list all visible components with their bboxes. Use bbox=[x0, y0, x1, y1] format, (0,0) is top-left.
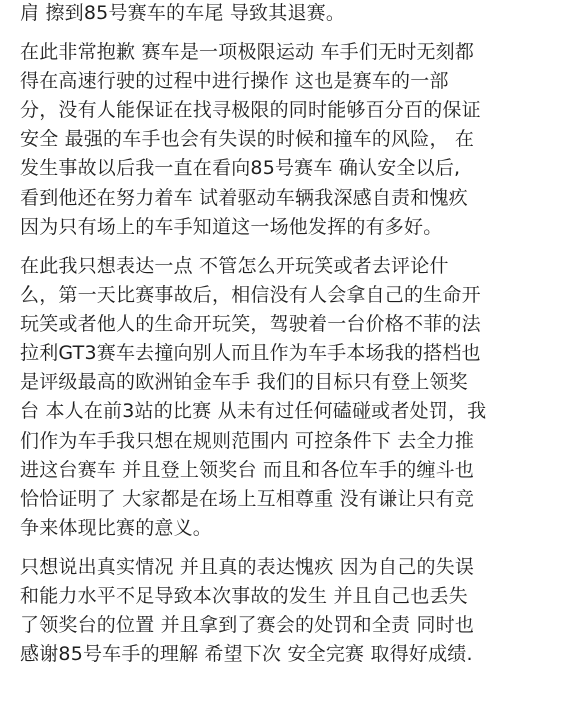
text-line: 和能力水平不足导致本次事故的发生 并且自己也丢失 bbox=[20, 585, 468, 608]
text-line: 在此非常抱歉 赛车是一项极限运动 车手们无时无刻都 bbox=[20, 40, 475, 63]
paragraph bbox=[20, 0, 550, 28]
text-line: 看到他还在努力着车 试着驱动车辆我深感自责和愧疚 bbox=[20, 186, 468, 209]
text-line: 发生事故以后我一直在看向85号赛车 确认安全以后, bbox=[20, 157, 461, 180]
text-line: 恰恰证明了 大家都是在场上互相尊重 没有谦让只有竞 bbox=[20, 488, 475, 510]
text-line: 了领奖台的位置 并且拿到了赛会的处罚和全责 同时也 bbox=[20, 614, 475, 637]
text-line: 玩笑或者他人的生命开玩笑，驾驶着一台价格不菲的法 bbox=[20, 312, 481, 335]
text-line: 么，第一天比赛事故后，相信没有人会拿自己的生命开 bbox=[20, 283, 481, 306]
paragraph bbox=[20, 252, 550, 544]
text-line: 争来体现比赛的意义。 bbox=[20, 517, 213, 540]
text-line: 感谢85号车手的理解 希望下次 安全完赛 取得好成绩. bbox=[20, 643, 473, 666]
text-line: 在此我只想表达一点 不管怎么开玩笑或者去评论什 bbox=[20, 254, 449, 277]
paragraph bbox=[20, 553, 550, 670]
text-line: 得在高速行驶的过程中进行操作 这也是赛车的一部 bbox=[20, 69, 449, 92]
text-line: 只想说出真实情况 并且真的表达愧疚 因为自己的失误 bbox=[20, 555, 475, 578]
text-line: 肩 擦到85号赛车的车尾 导致其退赛。 bbox=[20, 2, 346, 24]
post-body bbox=[20, 0, 550, 670]
text-line: 进这台赛车 并且登上领奖台 而且和各位车手的缠斗也 bbox=[20, 458, 475, 481]
text-line: 们作为车手我只想在规则范围内 可控条件下 去全力推 bbox=[20, 429, 475, 452]
text-line: 分，没有人能保证在找寻极限的同时能够百分百的保证 bbox=[20, 99, 481, 122]
text-line: 台 本人在前3站的比赛 从未有过任何磕碰或者处罚，我 bbox=[20, 400, 487, 423]
text-line: 是评级最高的欧洲铂金车手 我们的目标只有登上领奖 bbox=[20, 371, 468, 394]
text-line: 安全 最强的车手也会有失误的时候和撞车的风险， 在 bbox=[20, 128, 475, 151]
paragraph bbox=[20, 38, 550, 242]
text-line: 拉利GT3赛车去撞向别人而且作为车手本场我的搭档也 bbox=[20, 342, 481, 365]
text-line: 因为只有场上的车手知道这一场他发挥的有多好。 bbox=[20, 215, 443, 238]
